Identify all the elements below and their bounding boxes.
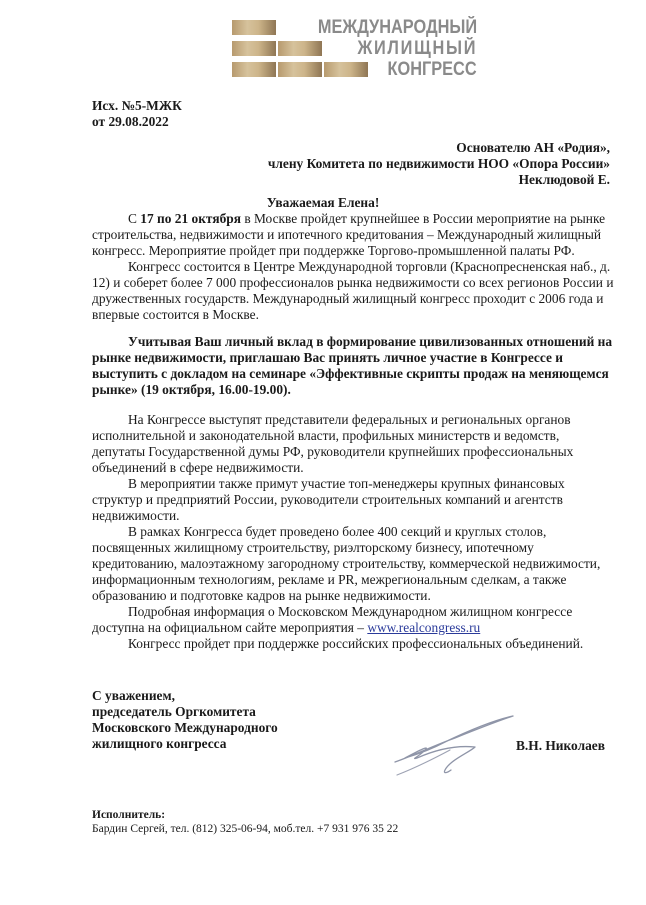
closing-line: С уважением, (92, 688, 175, 703)
logo-brick (278, 62, 322, 77)
executor-label: Исполнитель: (92, 809, 166, 821)
paragraph-line: Конгресс пройдет при поддержке российских профессиональных объединений. (128, 636, 584, 651)
paragraph-line: впервые состоится в Москве. (92, 307, 259, 322)
paragraph-line: На Конгрессе выступят представители федеральных и региональных органов (128, 412, 571, 427)
reference-number: Исх. №5-МЖК (92, 98, 182, 113)
addressee-line: члену Комитета по недвижимости НОО «Опора России» (267, 156, 610, 171)
paragraph-line: рынке» (19 октября, 16.00-19.00). (92, 382, 291, 397)
addressee-line: Неклюдовой Е. (518, 172, 610, 187)
paragraph-line: 12) и соберет более 7 000 профессионалов рынка недвижимости со всех регионов России и (92, 275, 614, 290)
greeting: Уважаемая Елена! (266, 195, 380, 210)
paragraph-line: информационным технологиям, рекламе и PR, межрегиональным сделкам, а также (92, 572, 567, 587)
closing-block (92, 688, 278, 752)
addressee-line: Основателю АН «Родия», (456, 140, 610, 155)
invitation-paragraph (92, 334, 612, 398)
paragraph-line: объединений в сфере недвижимости. (92, 460, 304, 475)
text: в Москве пройдет крупнейшее в России мероприятие на рынке (240, 211, 606, 226)
paragraph-line: образованию и подготовке кадров на рынке недвижимости. (92, 588, 431, 603)
paragraph-line: Подробная информация о Московском Международном жилищном конгрессе (128, 604, 573, 619)
letter-body-details (92, 412, 612, 652)
paragraph-line: Конгресс состоится в Центре Международной торговли (Краснопресненская наб., д. (128, 259, 611, 274)
closing-line: председатель Оргкомитета (92, 704, 256, 719)
paragraph-line: конгресс. Мероприятие пройдет при поддержке Торгово-промышленной палаты РФ. (92, 243, 575, 258)
logo-line-1: МЕЖДУНАРОДНЫЙ (317, 17, 477, 38)
executor-block (92, 808, 398, 836)
logo-brick (324, 62, 368, 77)
paragraph-line: рынке недвижимости, приглашаю Вас принять личное участие в Конгрессе и (92, 350, 563, 365)
logo-brick (232, 41, 276, 56)
logo-brick (278, 41, 322, 56)
executor-contact: Бардин Сергей, тел. (812) 325-06-94, моб.тел. +7 931 976 35 22 (92, 823, 399, 835)
letter-body-intro (92, 211, 612, 323)
paragraph-line (92, 211, 612, 227)
paragraph-line: Учитывая Ваш личный вклад в формирование цивилизованных отношений на (128, 334, 613, 349)
addressee-block (268, 140, 610, 188)
closing-line: жилищного конгресса (92, 736, 227, 751)
paragraph-line: посвященных жилищному строительству, риэлторскому бизнесу, ипотечному (92, 540, 534, 555)
paragraph-line: исполнительной и законодательной власти, профильных министерств и ведомств, (92, 428, 560, 443)
congress-website-link[interactable]: www.realcongress.ru (367, 620, 481, 635)
reference-date: от 29.08.2022 (92, 114, 169, 129)
logo-brick (232, 62, 276, 77)
paragraph-line: строительства, недвижимости и ипотечного кредитования – Международный жилищный (92, 227, 601, 242)
text: С (128, 211, 141, 226)
paragraph-line: кредитованию, малоэтажному загородному строительству, коммерческой недвижимости, (92, 556, 601, 571)
logo-line-2: ЖИЛИЩНЫЙ (357, 38, 477, 59)
signer-name: В.Н. Николаев (516, 738, 605, 753)
handwritten-signature (375, 700, 515, 780)
paragraph-line: депутаты Государственной думы РФ, руководители крупнейших профессиональных (92, 444, 574, 459)
paragraph-line: структур и предприятий России, руководители строительных компаний и агентств (92, 492, 563, 507)
logo-line-3: КОНГРЕСС (387, 59, 477, 80)
paragraph-line: В рамках Конгресса будет проведено более 400 секций и круглых столов, (128, 524, 547, 539)
outgoing-reference (92, 98, 182, 130)
paragraph-line: В мероприятии также примут участие топ-менеджеры крупных финансовых (128, 476, 565, 491)
event-dates: 17 по 21 октября (140, 211, 241, 226)
congress-logo (232, 18, 477, 80)
logo-brick (232, 20, 276, 35)
text: доступна на официальном сайте мероприятия – (92, 620, 368, 635)
paragraph-line: дружественных государств. Международный жилищный конгресс проходит с 2006 года и (92, 291, 604, 306)
paragraph-line: выступить с докладом на семинаре «Эффективные скрипты продаж на меняющемся (92, 366, 609, 381)
paragraph-line: недвижимости. (92, 508, 180, 523)
paragraph-line (92, 620, 612, 636)
closing-line: Московского Международного (92, 720, 278, 735)
